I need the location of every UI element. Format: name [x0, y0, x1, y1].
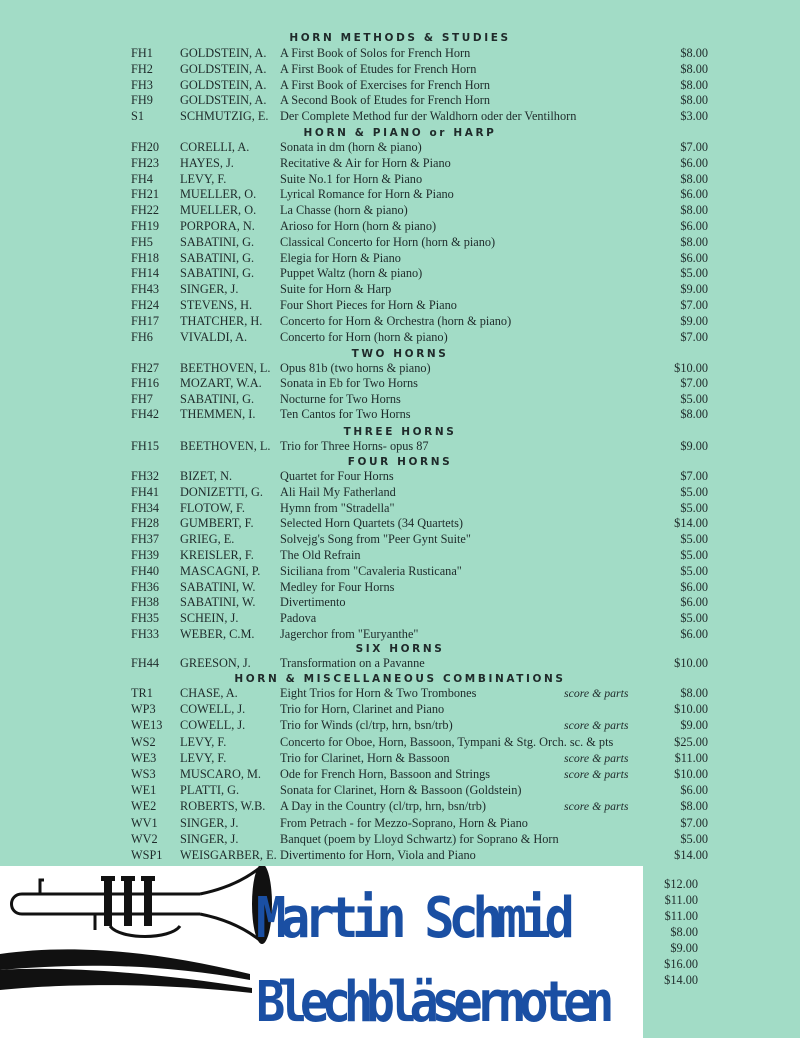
- section-heading: THREE HORNS: [343, 426, 457, 438]
- item-code: WP3: [131, 702, 156, 717]
- item-title: Elegia for Horn & Piano: [280, 250, 401, 265]
- item-price: $6.00: [680, 187, 708, 202]
- item-code: FH43: [131, 282, 160, 297]
- item-composer: LEVY, F.: [180, 171, 227, 186]
- item-code: FH15: [131, 439, 160, 453]
- extra-price: $8.00: [670, 925, 698, 939]
- item-title: A Day in the Country (cl/trp, hrn, bsn/trb): [280, 799, 486, 814]
- catalog-row: [0, 750, 800, 766]
- item-title: The Old Refrain: [280, 548, 361, 562]
- item-title: Sonata in Eb for Two Horns: [280, 376, 418, 391]
- item-code: WE1: [131, 783, 157, 798]
- item-price: $7.00: [680, 298, 708, 312]
- item-title: Jagerchor from "Euryanthe": [280, 627, 419, 641]
- item-composer: WEBER, C.M.: [180, 627, 255, 641]
- item-title: Banquet (poem by Lloyd Schwartz) for Soprano & Horn: [280, 831, 559, 846]
- catalog-row: [0, 171, 800, 187]
- brand-subtitle: Blechbläsernoten: [256, 970, 607, 1035]
- item-price: $10.00: [674, 361, 708, 375]
- item-code: FH40: [131, 563, 160, 578]
- item-title: Quartet for Four Horns: [280, 469, 394, 483]
- catalog-row: [0, 329, 800, 345]
- item-price: $5.00: [680, 532, 708, 547]
- catalog-row: [0, 815, 800, 831]
- catalog-row: [0, 734, 800, 750]
- item-composer: GOLDSTEIN, A.: [180, 46, 267, 60]
- catalog-row: [0, 297, 800, 313]
- item-title: Trio for Horn, Clarinet and Piano: [280, 702, 445, 717]
- item-title: Concerto for Horn & Orchestra (horn & piano): [280, 313, 512, 328]
- item-title: La Chasse (horn & piano): [280, 203, 408, 218]
- extra-price: $12.00: [664, 877, 698, 891]
- item-price: $11.00: [674, 750, 708, 765]
- catalog-row: [0, 610, 800, 626]
- item-title: A First Book of Exercises for French Horn: [280, 77, 491, 92]
- item-price: $8.00: [680, 407, 708, 422]
- item-code: FH1: [131, 46, 153, 60]
- section-heading: FOUR HORNS: [347, 456, 453, 468]
- item-code: FH33: [131, 627, 160, 641]
- catalog-row: [0, 798, 800, 814]
- catalog-row: [0, 515, 800, 531]
- catalog-row: [0, 218, 800, 234]
- catalog-row: [0, 531, 800, 547]
- item-composer: COWELL, J.: [180, 702, 246, 717]
- item-composer: CORELLI, A.: [180, 140, 250, 154]
- item-title: Lyrical Romance for Horn & Piano: [280, 187, 454, 202]
- catalog-row: [0, 375, 800, 391]
- extra-price: $16.00: [664, 957, 698, 971]
- item-price: $9.00: [680, 282, 708, 297]
- catalog-row: [0, 406, 800, 422]
- item-price: $5.00: [680, 563, 708, 578]
- item-title: Trio for Winds (cl/trp, hrn, bsn/trb): [280, 718, 453, 733]
- item-title: Divertimento for Horn, Viola and Piano: [280, 848, 476, 862]
- extra-price: $14.00: [664, 973, 698, 987]
- item-code: FH2: [131, 61, 153, 76]
- item-price: $5.00: [680, 484, 708, 499]
- catalog-row: [0, 782, 800, 798]
- catalog-row: [0, 61, 800, 77]
- item-composer: FLOTOW, F.: [180, 500, 245, 515]
- catalog-row: [0, 626, 800, 642]
- item-composer: GOLDSTEIN, A.: [180, 61, 267, 76]
- item-title: Selected Horn Quartets (34 Quartets): [280, 516, 464, 531]
- item-note: score & parts: [564, 799, 629, 814]
- item-code: FH5: [131, 234, 153, 249]
- item-title: Divertimento: [280, 595, 346, 610]
- item-composer: SINGER, J.: [180, 815, 239, 830]
- item-composer: PORPORA, N.: [180, 219, 255, 233]
- item-price: $10.00: [674, 656, 708, 670]
- item-price: $6.00: [680, 219, 708, 233]
- item-note: score & parts: [564, 718, 629, 733]
- item-code: WE2: [131, 799, 157, 814]
- item-price: $3.00: [680, 109, 708, 124]
- item-price: $7.00: [680, 815, 708, 830]
- item-composer: COWELL, J.: [180, 718, 246, 733]
- catalog-row: [0, 265, 800, 281]
- item-code: FH32: [131, 469, 160, 483]
- item-code: FH22: [131, 203, 160, 218]
- catalog-row: [0, 547, 800, 563]
- item-price: $8.00: [680, 171, 708, 186]
- item-composer: PLATTI, G.: [180, 783, 240, 798]
- item-title: Padova: [280, 611, 317, 626]
- catalog-row: [0, 701, 800, 717]
- item-composer: VIVALDI, A.: [180, 329, 248, 344]
- catalog-row: [0, 250, 800, 266]
- item-code: TR1: [131, 686, 153, 700]
- item-title: Puppet Waltz (horn & piano): [280, 266, 423, 281]
- section-heading: HORN METHODS & STUDIES: [289, 32, 511, 44]
- item-code: FH16: [131, 376, 160, 391]
- catalog-row: [0, 468, 800, 484]
- item-code: FH3: [131, 77, 153, 92]
- item-price: $14.00: [674, 848, 708, 862]
- item-composer: SABATINI, G.: [180, 391, 255, 406]
- item-title: Ali Hail My Fatherland: [280, 484, 396, 499]
- publisher-banner: [0, 866, 643, 1038]
- item-note: score & parts: [564, 750, 629, 765]
- item-price: $8.00: [680, 77, 708, 92]
- catalog-row: [0, 391, 800, 407]
- item-composer: MOZART, W.A.: [180, 376, 262, 391]
- catalog-row: [0, 685, 800, 701]
- item-composer: GOLDSTEIN, A.: [180, 93, 267, 108]
- catalog-row: [0, 484, 800, 500]
- item-composer: SINGER, J.: [180, 831, 239, 846]
- item-composer: THATCHER, H.: [180, 313, 263, 328]
- item-code: FH36: [131, 579, 160, 594]
- catalog-row: [0, 831, 800, 847]
- item-composer: SABATINI, G.: [180, 250, 255, 265]
- item-composer: BIZET, N.: [180, 469, 233, 483]
- item-code: FH41: [131, 484, 160, 499]
- item-title: Suite for Horn & Harp: [280, 282, 392, 297]
- item-composer: DONIZETTI, G.: [180, 484, 263, 499]
- item-price: $5.00: [680, 611, 708, 626]
- item-composer: SABATINI, G.: [180, 266, 255, 281]
- item-composer: SABATINI, W.: [180, 579, 256, 594]
- extra-price: $9.00: [670, 941, 698, 955]
- item-code: WE13: [131, 718, 163, 733]
- item-composer: GUMBERT, F.: [180, 516, 254, 531]
- item-composer: SCHMUTZIG, E.: [180, 109, 269, 124]
- item-code: FH39: [131, 548, 160, 562]
- item-title: Ten Cantos for Two Horns: [280, 407, 411, 422]
- catalog-row: [0, 281, 800, 297]
- item-composer: LEVY, F.: [180, 734, 227, 749]
- item-title: Hymn from "Stradella": [280, 500, 395, 515]
- item-price: $7.00: [680, 140, 708, 154]
- item-code: FH34: [131, 500, 160, 515]
- item-price: $9.00: [680, 718, 708, 733]
- catalog-row: [0, 717, 800, 733]
- item-price: $6.00: [680, 595, 708, 610]
- item-code: FH44: [131, 656, 160, 670]
- item-price: $10.00: [674, 767, 708, 781]
- catalog-row: [0, 77, 800, 93]
- trumpet-logo-icon: [0, 866, 300, 1038]
- item-composer: BEETHOVEN, L.: [180, 361, 271, 375]
- item-price: $6.00: [680, 783, 708, 798]
- item-price: $8.00: [680, 93, 708, 108]
- item-code: FH14: [131, 266, 160, 281]
- catalog-row: [0, 45, 800, 61]
- catalog-row: [0, 234, 800, 250]
- item-composer: KREISLER, F.: [180, 548, 254, 562]
- catalog-row: [0, 139, 800, 155]
- item-price: $7.00: [680, 329, 708, 344]
- item-code: FH21: [131, 187, 160, 202]
- item-composer: GOLDSTEIN, A.: [180, 77, 267, 92]
- item-price: $6.00: [680, 627, 708, 641]
- item-composer: WEISGARBER, E.: [180, 848, 277, 862]
- catalog-row: [0, 655, 800, 671]
- catalog-row: [0, 766, 800, 782]
- item-composer: BEETHOVEN, L.: [180, 439, 271, 453]
- item-code: WSP1: [131, 848, 163, 862]
- item-price: $5.00: [680, 266, 708, 281]
- item-code: FH38: [131, 595, 160, 610]
- item-price: $8.00: [680, 61, 708, 76]
- item-title: Medley for Four Horns: [280, 579, 395, 594]
- item-title: Concerto for Horn (horn & piano): [280, 329, 448, 344]
- item-price: $8.00: [680, 686, 708, 700]
- item-composer: LEVY, F.: [180, 750, 227, 765]
- item-title: A Second Book of Etudes for French Horn: [280, 93, 491, 108]
- item-code: FH6: [131, 329, 153, 344]
- item-price: $5.00: [680, 548, 708, 562]
- item-composer: MUELLER, O.: [180, 203, 257, 218]
- item-composer: ROBERTS, W.B.: [180, 799, 266, 814]
- item-code: WE3: [131, 750, 157, 765]
- item-price: $6.00: [680, 155, 708, 170]
- item-code: FH42: [131, 407, 160, 422]
- item-title: Eight Trios for Horn & Two Trombones: [280, 686, 477, 700]
- item-composer: SINGER, J.: [180, 282, 239, 297]
- item-title: Transformation on a Pavanne: [280, 656, 425, 670]
- catalog-row: [0, 92, 800, 108]
- item-code: S1: [131, 109, 144, 124]
- item-title: Arioso for Horn (horn & piano): [280, 219, 437, 233]
- section-heading: HORN & MISCELLANEOUS COMBINATIONS: [234, 673, 566, 685]
- catalog-row: [0, 155, 800, 171]
- brand-name: Martin Schmid: [256, 886, 569, 951]
- item-title: Sonata in dm (horn & piano): [280, 140, 422, 154]
- item-price: $5.00: [680, 500, 708, 515]
- item-price: $5.00: [680, 391, 708, 406]
- item-code: FH18: [131, 250, 160, 265]
- item-composer: GREESON, J.: [180, 656, 251, 670]
- item-price: $10.00: [674, 702, 708, 717]
- catalog-row: [0, 313, 800, 329]
- item-title: From Petrach - for Mezzo-Soprano, Horn & Piano: [280, 815, 528, 830]
- item-title: Four Short Pieces for Horn & Piano: [280, 298, 457, 312]
- item-price: $8.00: [680, 203, 708, 218]
- item-code: WS2: [131, 734, 156, 749]
- item-title: A First Book of Solos for French Horn: [280, 46, 471, 60]
- item-price: $25.00: [674, 734, 708, 749]
- item-code: FH27: [131, 361, 160, 375]
- section-heading: SIX HORNS: [355, 643, 445, 655]
- item-price: $8.00: [680, 234, 708, 249]
- catalog-row: [0, 438, 800, 454]
- item-code: FH28: [131, 516, 160, 531]
- item-composer: GRIEG, E.: [180, 532, 235, 547]
- extra-price: $11.00: [664, 909, 698, 923]
- item-price: $7.00: [680, 469, 708, 483]
- item-title: Concerto for Oboe, Horn, Bassoon, Tympani & Stg. Orch. sc. & pts: [280, 734, 614, 749]
- item-title: Der Complete Method fur der Waldhorn oder der Ventilhorn: [280, 109, 577, 124]
- catalog-row: [0, 500, 800, 516]
- item-code: FH24: [131, 298, 160, 312]
- item-title: Trio for Clarinet, Horn & Bassoon: [280, 750, 450, 765]
- extra-price: $11.00: [664, 893, 698, 907]
- item-code: FH4: [131, 171, 153, 186]
- item-composer: STEVENS, H.: [180, 298, 253, 312]
- item-composer: CHASE, A.: [180, 686, 238, 700]
- item-price: $7.00: [680, 376, 708, 391]
- item-price: $8.00: [680, 799, 708, 814]
- item-price: $9.00: [680, 439, 708, 453]
- item-price: $6.00: [680, 579, 708, 594]
- item-title: Suite No.1 for Horn & Piano: [280, 171, 423, 186]
- item-code: FH17: [131, 313, 160, 328]
- item-code: FH20: [131, 140, 160, 154]
- item-code: FH37: [131, 532, 160, 547]
- item-title: A First Book of Etudes for French Horn: [280, 61, 477, 76]
- item-composer: SABATINI, G.: [180, 234, 255, 249]
- item-composer: MUSCARO, M.: [180, 767, 261, 781]
- item-composer: SABATINI, W.: [180, 595, 256, 610]
- item-composer: MUELLER, O.: [180, 187, 257, 202]
- catalog-row: [0, 360, 800, 376]
- item-price: $8.00: [680, 46, 708, 60]
- catalog-row: [0, 579, 800, 595]
- item-title: Trio for Three Horns- opus 87: [280, 439, 429, 453]
- item-code: FH19: [131, 219, 160, 233]
- item-price: $6.00: [680, 250, 708, 265]
- item-title: Sonata for Clarinet, Horn & Bassoon (Goldstein): [280, 783, 522, 798]
- item-price: $5.00: [680, 831, 708, 846]
- catalog-row: [0, 563, 800, 579]
- item-note: score & parts: [564, 686, 629, 700]
- item-code: FH23: [131, 155, 160, 170]
- item-title: Ode for French Horn, Bassoon and Strings: [280, 767, 491, 781]
- item-composer: SCHEIN, J.: [180, 611, 239, 626]
- item-title: Nocturne for Two Horns: [280, 391, 401, 406]
- item-title: Solvejg's Song from "Peer Gynt Suite": [280, 532, 471, 547]
- catalog-row: [0, 594, 800, 610]
- item-composer: THEMMEN, I.: [180, 407, 256, 422]
- item-code: FH7: [131, 391, 153, 406]
- item-title: Classical Concerto for Horn (horn & piano): [280, 234, 496, 249]
- catalog-row: [0, 108, 800, 124]
- catalog-row: [0, 202, 800, 218]
- section-heading: HORN & PIANO or HARP: [303, 127, 497, 139]
- catalog-row: [0, 847, 800, 863]
- section-heading: TWO HORNS: [351, 348, 449, 360]
- item-code: FH35: [131, 611, 160, 626]
- item-price: $14.00: [674, 516, 708, 531]
- item-title: Siciliana from "Cavaleria Rusticana": [280, 563, 462, 578]
- item-code: WV2: [131, 831, 158, 846]
- item-price: $9.00: [680, 313, 708, 328]
- item-code: WS3: [131, 767, 156, 781]
- item-composer: HAYES, J.: [180, 155, 234, 170]
- item-composer: MASCAGNI, P.: [180, 563, 261, 578]
- item-title: Recitative & Air for Horn & Piano: [280, 155, 451, 170]
- item-title: Opus 81b (two horns & piano): [280, 361, 431, 375]
- catalog-row: [0, 186, 800, 202]
- item-code: WV1: [131, 815, 158, 830]
- item-code: FH9: [131, 93, 153, 108]
- item-note: score & parts: [564, 767, 629, 781]
